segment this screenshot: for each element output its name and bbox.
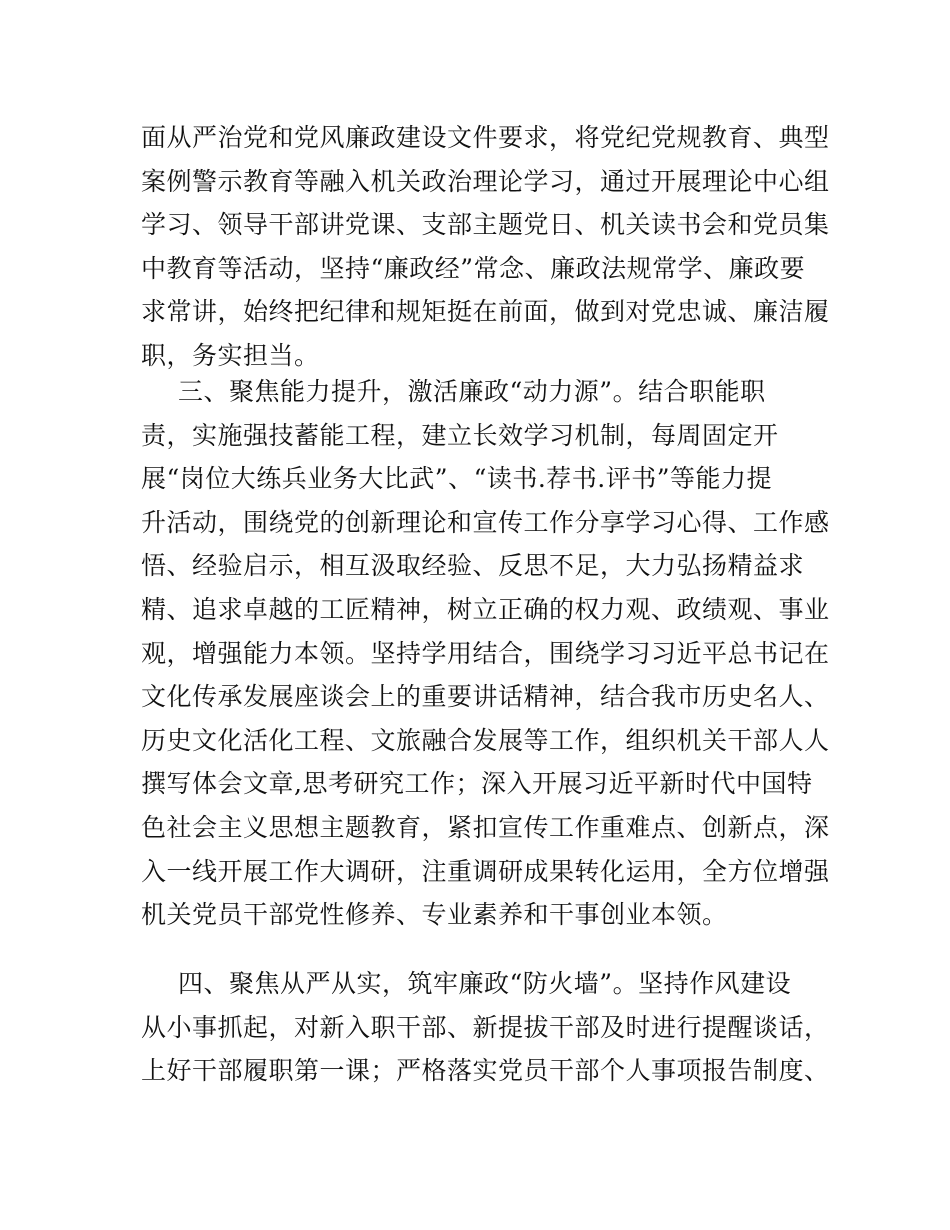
paragraph-1 xyxy=(141,116,830,378)
paragraph-line: 机关党员干部党性修养、专业素养和干事创业本领。 xyxy=(141,900,728,930)
paragraph-line: 历史文化活化工程、文旅融合发展等工作，组织机关干部人人 xyxy=(141,725,830,755)
paragraph-line: 责，实施强技蓄能工程，建立长效学习机制，每周固定开 xyxy=(141,420,779,450)
paragraph-line: 从小事抓起，对新入职干部、新提拔干部及时进行提醒谈话， xyxy=(141,1012,830,1042)
paragraph-line: 四、聚焦从严从实，筑牢廉政“防火墙”。坚持作风建设 xyxy=(178,969,792,998)
paragraph-line: 文化传承发展座谈会上的重要讲话精神，结合我市历史名人、 xyxy=(141,682,830,712)
paragraph-line: 求常讲，始终把纪律和规矩挺在前面，做到对党忠诚、廉洁履 xyxy=(141,297,830,327)
paragraph-line: 面从严治党和党风廉政建设文件要求，将党纪党规教育、典型 xyxy=(141,123,830,152)
paragraph-line: 上好干部履职第一课；严格落实党员干部个人事项报告制度、 xyxy=(141,1056,830,1086)
paragraph-line: 学习、领导干部讲党课、支部主题党日、机关读书会和党员集 xyxy=(141,210,830,240)
paragraph-line: 悟、经验启示，相互汲取经验、反思不足，大力弘扬精益求 xyxy=(141,551,805,581)
paragraph-line: 入一线开展工作大调研，注重调研成果转化运用，全方位增强 xyxy=(141,856,830,886)
paragraph-line: 职，务实担当。 xyxy=(141,340,320,370)
paragraph-line: 展“岗位大练兵业务大比武”、“读书.荐书.评书”等能力提 xyxy=(141,464,773,494)
paragraph-3 xyxy=(141,962,830,1093)
paragraph-line: 色社会主义思想主题教育，紧扣宣传工作重难点、创新点，深 xyxy=(141,812,830,842)
paragraph-line: 案例警示教育等融入机关政治理论学习，通过开展理论中心组 xyxy=(141,166,830,196)
paragraph-line: 中教育等活动，坚持“廉政经”常念、廉政法规常学、廉政要 xyxy=(141,253,806,283)
paragraph-line: 观，增强能力本领。坚持学用结合，围绕学习习近平总书记在 xyxy=(141,638,830,668)
paragraph-line: 三、聚焦能力提升，激活廉政“动力源”。结合职能职 xyxy=(178,377,766,406)
paragraph-line: 升活动，围绕党的创新理论和宣传工作分享学习心得、工作感 xyxy=(141,507,830,537)
paragraph-line: 撰写体会文章,思考研究工作；深入开展习近平新时代中国特 xyxy=(141,769,813,799)
paragraph-line: 精、追求卓越的工匠精神，树立正确的权力观、政绩观、事业 xyxy=(141,594,830,624)
paragraph-2 xyxy=(141,370,830,937)
